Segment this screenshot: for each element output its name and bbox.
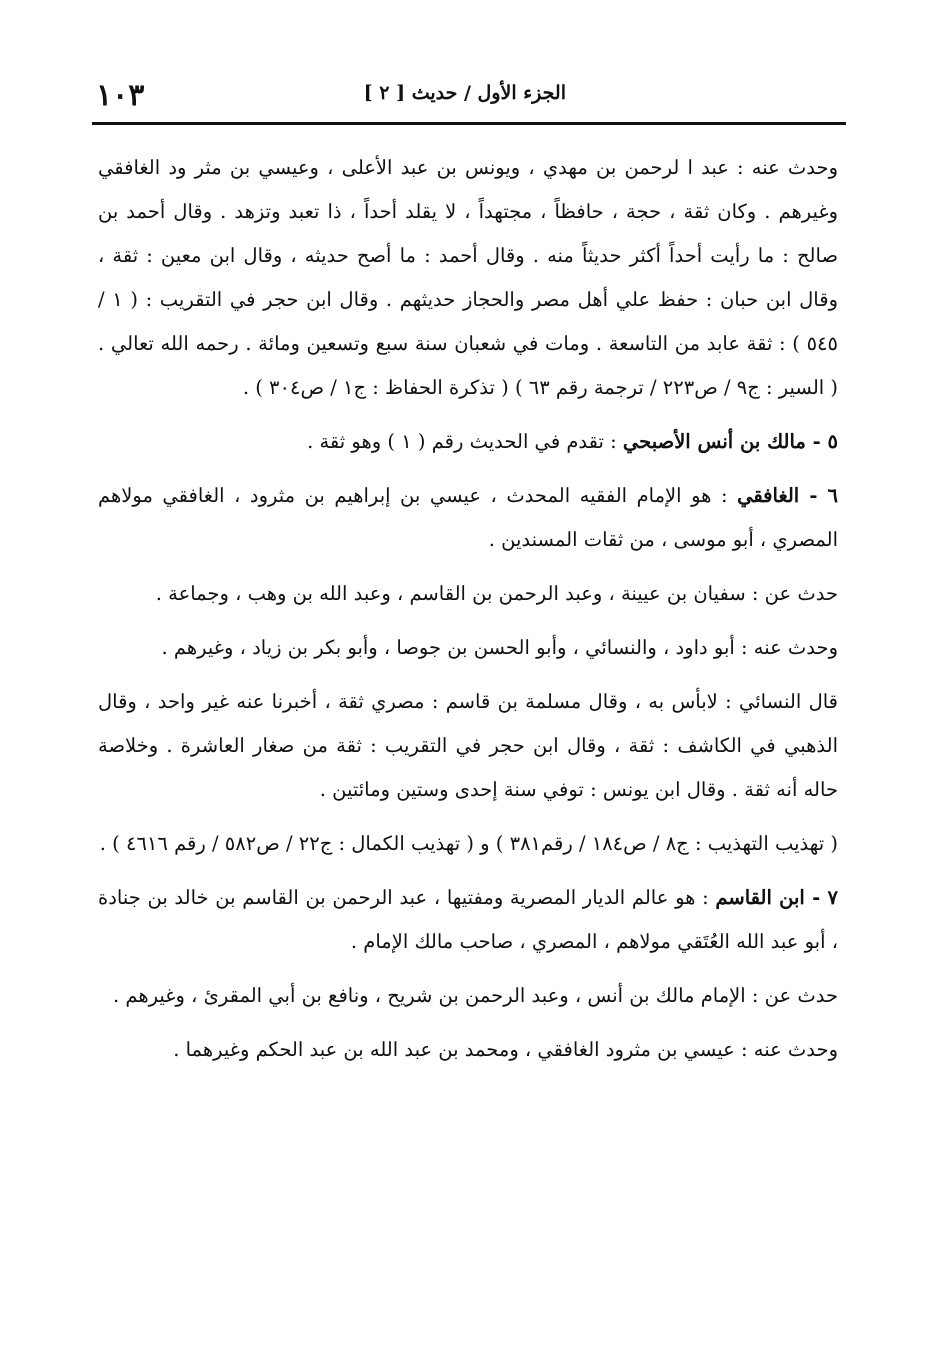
- paragraph-lead: ٦ - الغافقي: [737, 484, 838, 507]
- paragraph-ghafiqi-grading: [98, 680, 838, 812]
- paragraph-text: حدث عن : الإمام مالك بن أنس ، وعبد الرحمن بن شريح ، ونافع بن أبي المقرئ ، وغيرهم .: [112, 984, 838, 1007]
- paragraph-ibn-al-qasim: [98, 876, 838, 964]
- paragraph-ibn-al-qasim-students: [98, 1028, 838, 1072]
- paragraph-text: قال النسائي : لابأس به ، وقال مسلمة بن قاسم : مصري ثقة ، أخبرنا عنه غير واحد ، وقال الذهبي في الكاشف : ثقة ، وقال ابن حجر في التقريب : ثقة من صغار العاشرة . وخلاصة حاله أنه ثقة . وقال ابن يونس : توفي سنة إحدى وستين ومائتين .: [98, 690, 838, 801]
- paragraph-lead: ٧ - ابن القاسم: [715, 886, 838, 909]
- paragraph-ghafiqi: [98, 474, 838, 562]
- header-rule: [92, 122, 846, 125]
- paragraph-lead: ٥ - مالك بن أنس الأصبحي: [622, 430, 838, 453]
- paragraph-ghafiqi-sources: [98, 822, 838, 866]
- page-number: ١٠٣: [96, 78, 145, 113]
- paragraph-ghafiqi-teachers: [98, 572, 838, 616]
- paragraph-text: : هو عالم الديار المصرية ومفتيها ، عبد الرحمن بن القاسم بن خالد بن جنادة ، أبو عبد الله العُتَقي مولاهم ، المصري ، صاحب مالك الإمام .: [98, 886, 838, 953]
- paragraph-ghafiqi-students: [98, 626, 838, 670]
- paragraph-ibn-al-qasim-teachers: [98, 974, 838, 1018]
- paragraph-text: حدث عن : سفيان بن عيينة ، وعبد الرحمن بن القاسم ، وعبد الله بن وهب ، وجماعة .: [155, 582, 838, 605]
- paragraph-text: وحدث عنه : أبو داود ، والنسائي ، وأبو الحسن بن جوصا ، وأبو بكر بن زياد ، وغيرهم .: [161, 636, 838, 659]
- paragraph-text: ( تهذيب التهذيب : ج٨ / ص١٨٤ / رقم٣٨١ ) و ( تهذيب الكمال : ج٢٢ / ص٥٨٢ / رقم ٤٦١٦ ) .: [99, 832, 838, 855]
- paragraph-text: : تقدم في الحديث رقم ( ١ ) وهو ثقة .: [307, 430, 623, 453]
- paragraph-malik: [98, 420, 838, 464]
- running-head: الجزء الأول / حديث [ ٢ ]: [363, 82, 566, 104]
- paragraph-text: وحدث عنه : عيسي بن مثرود الغافقي ، ومحمد بن عبد الله بن عبد الحكم وغيرهما .: [173, 1038, 838, 1061]
- page-body: [98, 146, 838, 1082]
- page-header: [92, 74, 846, 122]
- paragraph-text: وحدث عنه : عبد ا لرحمن بن مهدي ، ويونس بن عبد الأعلى ، وعيسي بن مثر ود الغافقي وغيرهم . وكان ثقة ، حجة ، حافظاً ، مجتهداً ، لا يقلد أحداً ، ذا تعبد وتزهد . وقال أحمد بن صالح : ما رأيت أحداً أكثر حديثاً منه . وقال أحمد : ما أصح حديثه ، وقال ابن معين : ثقة ، وقال ابن حبان : حفظ علي أهل مصر والحجاز حديثهم . وقال ابن حجر في التقريب : ( ١ / ٥٤٥ ) : ثقة عابد من التاسعة . ومات في شعبان سنة سبع وتسعين ومائة . رحمه الله تعالي . ( السير : ج٩ / ص٢٢٣ / ترجمة رقم ٦٣ ) ( تذكرة الحفاظ : ج١ / ص٣٠٤ ) .: [98, 156, 838, 399]
- paragraph-text: : هو الإمام الفقيه المحدث ، عيسي بن إبراهيم بن مثرود ، الغافقي مولاهم المصري ، أبو موسى ، من ثقات المسندين .: [98, 484, 838, 551]
- paragraph-ibn-wahb-narrators: [98, 146, 838, 410]
